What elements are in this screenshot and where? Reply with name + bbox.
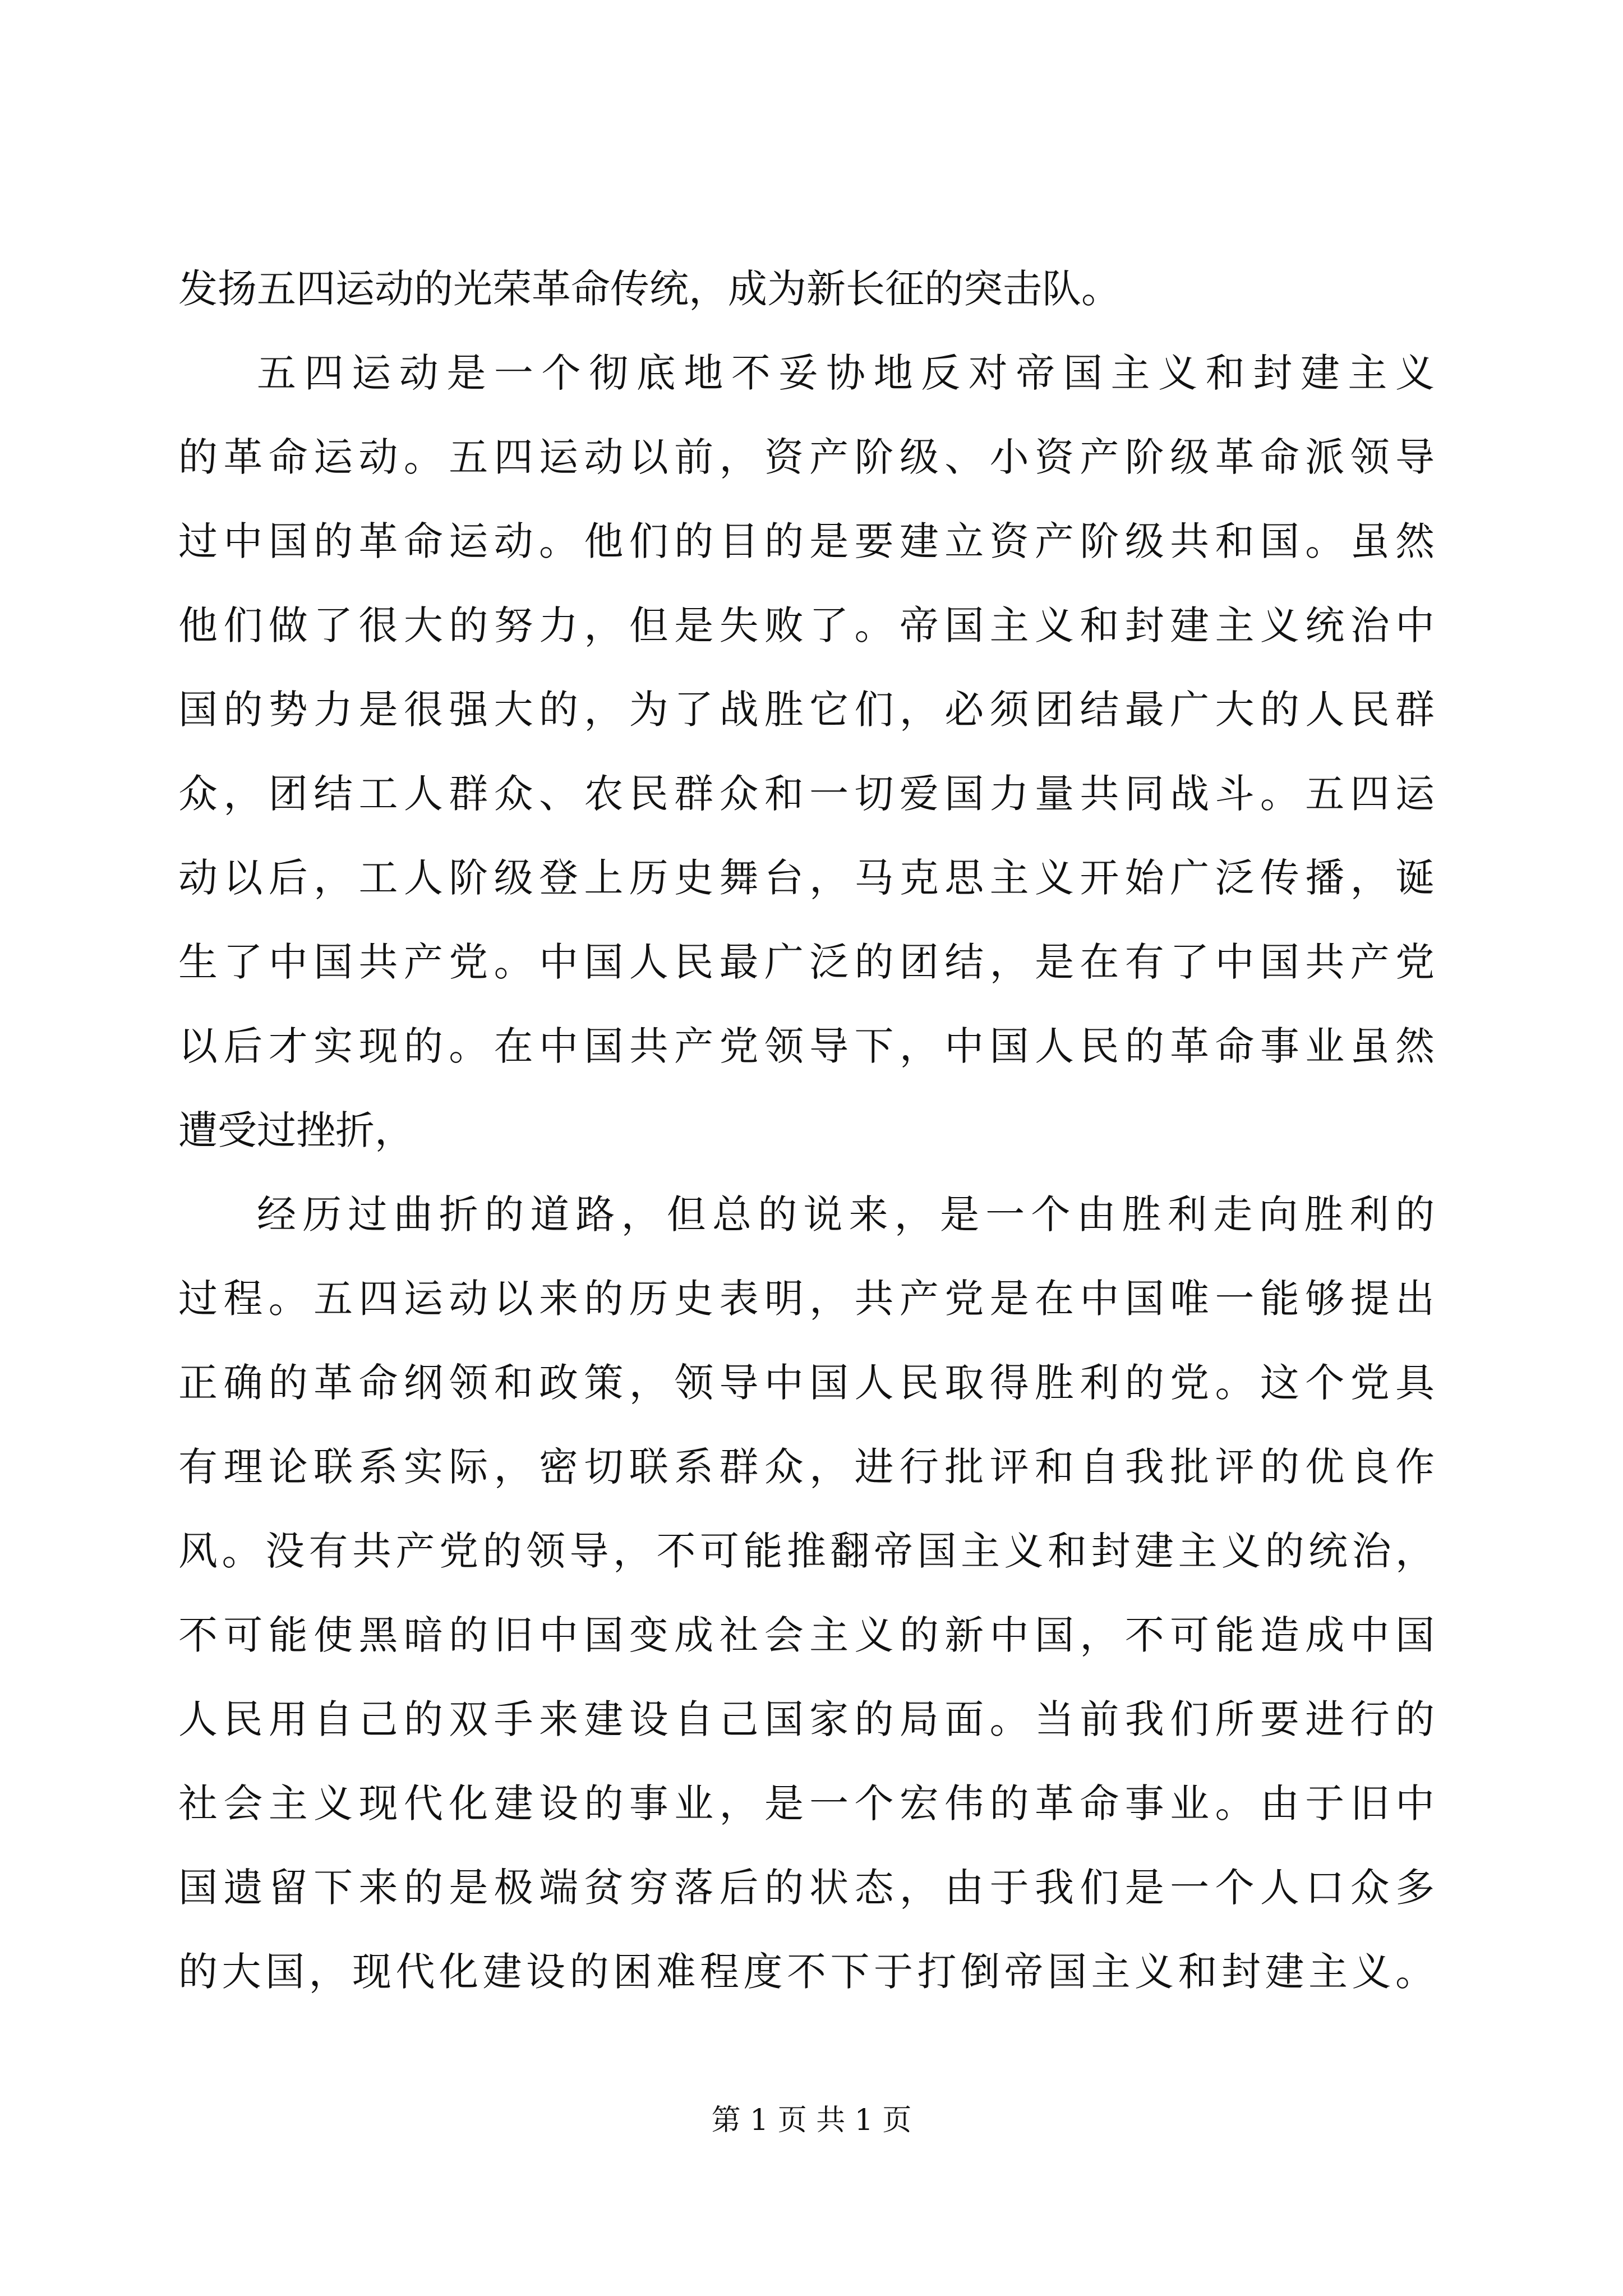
body-line: 社会主义现代化建设的事业，是一个宏伟的革命事业。由于旧中 [178,1780,1435,1826]
body-line: 国遗留下来的是极端贫穷落后的状态，由于我们是一个人口众多 [178,1865,1435,1911]
body-line: 他们做了很大的努力，但是失败了。帝国主义和封建主义统治中 [178,602,1435,648]
body-line: 动以后，工人阶级登上历史舞台，马克思主义开始广泛传播，诞 [178,855,1435,901]
page-number-footer: 第 1 页 共 1 页 [711,2104,912,2137]
body-line: 众，团结工人群众、农民群众和一切爱国力量共同战斗。五四运 [178,771,1435,817]
paragraph-first-line: 五四运动是一个彻底地不妥协地反对帝国主义和封建主义 [257,350,1435,396]
body-line: 不可能使黑暗的旧中国变成社会主义的新中国，不可能造成中国 [178,1612,1435,1658]
body-line: 有理论联系实际，密切联系群众，进行批评和自我批评的优良作 [178,1444,1435,1490]
body-line: 正确的革命纲领和政策，领导中国人民取得胜利的党。这个党具 [178,1360,1435,1406]
body-line: 以后才实现的。在中国共产党领导下，中国人民的革命事业虽然 [178,1023,1435,1069]
body-line: 国的势力是很强大的，为了战胜它们，必须团结最广大的人民群 [178,687,1435,733]
paragraph-first-line: 经历过曲折的道路，但总的说来，是一个由胜利走向胜利的 [257,1191,1435,1237]
body-line: 人民用自己的双手来建设自己国家的局面。当前我们所要进行的 [178,1696,1435,1742]
document-body [178,247,1435,2014]
body-line: 过程。五四运动以来的历史表明，共产党是在中国唯一能够提出 [178,1276,1435,1322]
body-line: 过中国的革命运动。他们的目的是要建立资产阶级共和国。虽然 [178,518,1435,564]
body-line: 的大国，现代化建设的困难程度不下于打倒帝国主义和封建主义。 [178,1949,1435,1995]
body-line: 发扬五四运动的光荣革命传统，成为新长征的突击队。 [178,266,1121,312]
body-line: 风。没有共产党的领导，不可能推翻帝国主义和封建主义的统治， [178,1528,1435,1574]
body-line: 的革命运动。五四运动以前，资产阶级、小资产阶级革命派领导 [178,434,1435,480]
body-line: 生了中国共产党。中国人民最广泛的团结，是在有了中国共产党 [178,939,1435,985]
paragraph-last-line: 遭受过挫折， [178,1107,414,1153]
